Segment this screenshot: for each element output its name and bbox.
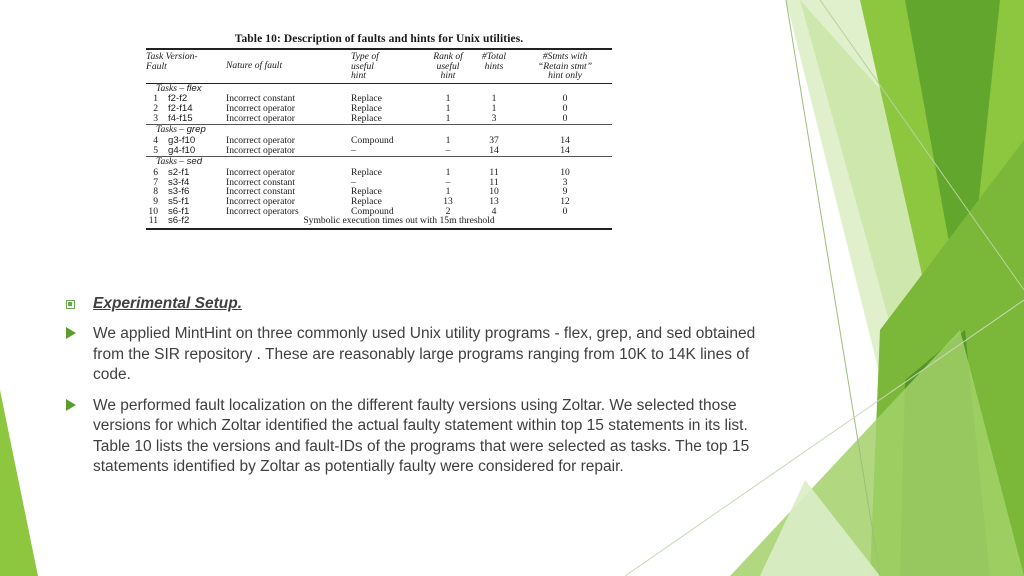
square-bullet-icon xyxy=(66,300,75,309)
bullet-item xyxy=(62,396,782,478)
slide-body xyxy=(62,290,782,478)
table-row: 4 g3-f10 Incorrect operator Compound 1 37 14 xyxy=(153,134,570,146)
table-row: 1 f2-f2 Incorrect constant Replace 1 1 0 xyxy=(153,93,568,105)
table-header-row xyxy=(146,50,612,83)
heading-text: Experimental Setup. xyxy=(93,295,243,312)
table-row: 10 s6-f1 Incorrect operators Compound 2 4 0 xyxy=(148,205,568,217)
triangle-bullet-icon xyxy=(66,399,76,411)
table-row: 3 f4-f15 Incorrect operator Replace 1 3 0 xyxy=(153,112,568,124)
table-figure xyxy=(146,33,612,230)
header-type: Type of useful hint xyxy=(351,51,379,82)
table-row: 9 s5-f1 Incorrect operator Replace 13 13 12 xyxy=(153,195,570,207)
section-heading xyxy=(62,290,782,318)
table-row: 6 s2-f1 Incorrect operator Replace 1 11 10 xyxy=(153,166,570,178)
table-title: Table 10: Description of faults and hints for Unix utilities. xyxy=(234,33,524,45)
header-task: Task Version- Fault xyxy=(146,51,198,72)
bullet-text: We applied MintHint on three commonly used Unix utility programs - flex, grep, and sed obtained from the SIR repository . These are reasonably large programs ranging from 10K to 14K lines of code. xyxy=(93,325,756,383)
bullet-text: We performed fault localization on the different faulty versions using Zoltar. We selected those versions for which Zoltar identified the actual faulty statement within top 15 statements in its list. Table 10 lists the versions and fault-IDs of the programs that were selected as tasks. The top 15 statements identified by Zoltar as potentially faulty were considered for repair. xyxy=(93,396,750,475)
group-label-grep: Tasks – grep xyxy=(156,124,206,136)
header-total: #Total hints xyxy=(481,51,507,72)
timeout-note: Symbolic execution times out with 15m threshold xyxy=(303,215,495,227)
header-nature: Nature of fault xyxy=(226,60,283,71)
table-row: 2 f2-f14 Incorrect operator Replace 1 1 0 xyxy=(153,102,568,114)
left-green-sliver xyxy=(0,390,38,576)
table-row: 7 s3-f4 Incorrect constant – – 11 3 xyxy=(153,176,568,188)
table-row: 8 s3-f6 Incorrect constant Replace 1 10 9 xyxy=(153,186,568,198)
header-stmts: #Stmts with “Retain stmt” hint only xyxy=(537,51,593,82)
triangle-bullet-icon xyxy=(66,327,76,339)
header-rank: Rank of useful hint xyxy=(433,51,463,82)
bullet-item xyxy=(62,324,782,386)
table-row: 11 s6-f2 Symbolic execution times out with 15m threshold xyxy=(146,216,612,226)
table-row: 5 g4-f10 Incorrect operator – – 14 14 xyxy=(153,144,570,156)
group-label-sed: Tasks – sed xyxy=(156,156,203,168)
group-label-flex: Tasks – flex xyxy=(156,82,202,94)
